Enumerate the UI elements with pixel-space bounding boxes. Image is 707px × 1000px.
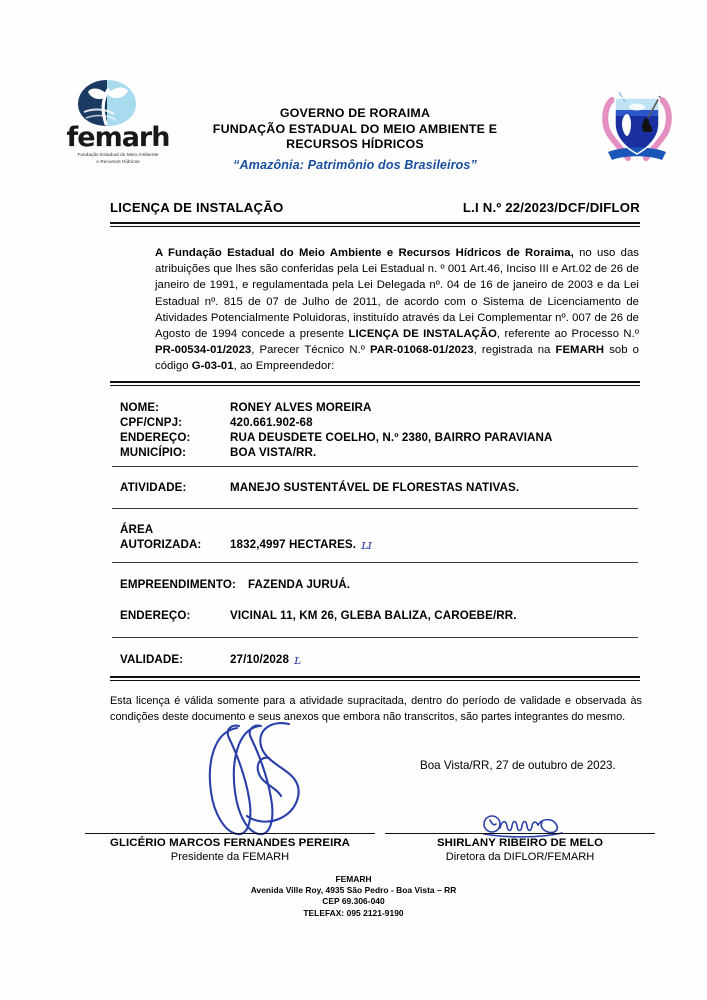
preamble-text-1: no uso das atribuições que lhes são conferidas pela Lei Estadual n. º 001 Art.46, Inciso III e Art.02 de 26 de janeiro de 1991, e regulamentada pela Lei Delegada nº. 04 de 16 de janeiro de 2003 e da Lei Estadual nº. 815 de 07 de Julho de 2011, de acordo com o Sistema de Licenciamento de Atividades Potencialmente Poluidoras, instituído através da Lei Complementar nº. 007 de 26 de Agosto de 1994 concede a presente [155,247,639,341]
divider-under-title [110,222,640,227]
field-value-endereco-empreendimento: VICINAL 11, KM 26, GLEBA BALIZA, CAROEBE/RR. [230,609,517,622]
field-row-endereco-pessoal [120,431,552,444]
field-value-area: 1832,4997 HECTARES. [230,538,357,551]
field-row-empreendimento [120,578,350,591]
preamble-text-3: , Parecer Técnico N.º [251,344,371,357]
field-value-nome: RONEY ALVES MOREIRA [230,401,372,414]
header-line-1: GOVERNO DE RORAIMA [279,106,431,120]
divider-above-empreendimento [112,562,638,563]
divider-below-validade [110,676,640,681]
license-type-title: LICENÇA DE INSTALAÇÃO [110,200,284,215]
signature-mark-president [185,716,375,849]
preamble-technical-opinion-number: PAR-01068-01/2023 [370,344,474,357]
signature-line-president [85,833,375,834]
preamble-code: G-03-01 [191,360,234,373]
handwritten-initials-validade: ʟ [294,653,301,668]
handwritten-initials-area: ʟɪ [361,538,372,553]
preamble-bold-1: LICENÇA DE INSTALAÇÃO [348,328,497,341]
preamble-text-4: , registrada na [473,344,556,357]
header-line-3: RECURSOS HÍDRICOS [286,137,424,151]
signatory-role-director: Diretora da DIFLOR/FEMARH [445,851,595,863]
preamble-text-6: , ao Empreendedor: [233,360,335,373]
place-and-date: Boa Vista/RR, 27 de outubro de 2023. [420,759,616,772]
footer-telefax: TELEFAX: 095 2121-9190 [303,907,404,918]
preamble-text-5: sob o código [155,344,640,373]
document-header [0,72,707,172]
signature-line-director [385,833,655,834]
footer-agency-name: FEMARH [335,874,372,884]
field-label-nome: NOME: [120,401,160,414]
license-preamble-paragraph [155,245,639,375]
license-number: L.I N.º 22/2023/DCF/DIFLOR [462,200,640,215]
footer-address: Avenida Ville Roy, 4935 São Pedro - Boa Vista – RR [250,885,457,896]
signatory-role-president: Presidente da FEMARH [170,851,290,863]
divider-above-atividade [112,466,638,467]
divider-above-entrepreneur-block [110,381,640,386]
femarh-logo-subtitle-line2: e Recursos Hídricos [96,158,140,164]
field-row-nome [120,401,371,414]
header-slogan: “Amazônia: Patrimônio dos Brasileiros” [233,157,477,172]
divider-above-validade [112,637,638,638]
field-row-cpf-cnpj [120,416,313,429]
header-line-2: FUNDAÇÃO ESTADUAL DO MEIO AMBIENTE E [212,121,498,136]
signature-block-director [385,833,655,864]
field-label-validade: VALIDADE: [120,653,184,666]
license-title-row [110,200,640,215]
femarh-leaf-icon [76,78,138,128]
field-row-atividade [120,481,519,494]
field-label-area-line1: ÁREA [120,523,154,536]
field-row-validade [120,653,301,668]
header-title-block [130,106,580,172]
field-label-empreendimento: EMPREENDIMENTO: [120,578,236,591]
field-value-cpf-cnpj: 420.661.902-68 [230,416,313,429]
field-value-municipio: BOA VISTA/RR. [230,446,317,459]
footer-postal-code: CEP 69.306-040 [322,896,385,907]
field-label-atividade: ATIVIDADE: [120,481,187,494]
field-label-area-line2: AUTORIZADA: [120,538,202,551]
document-footer [0,874,707,919]
preamble-lead: A Fundação Estadual do Meio Ambiente e Recursos Hídricos de Roraima, [155,247,574,259]
field-value-validade: 27/10/2028 [230,653,290,666]
preamble-process-number: PR-00534-01/2023 [155,344,252,357]
roraima-coat-of-arms-icon [598,80,676,168]
femarh-wordmark: femarh [66,122,170,153]
field-row-municipio [120,446,316,459]
field-label-municipio: MUNICÍPIO: [120,446,187,459]
field-label-cpf-cnpj: CPF/CNPJ: [120,416,183,429]
field-row-area-label-line1 [120,523,153,536]
field-label-endereco-pessoal: ENDEREÇO: [120,431,191,444]
license-closing-paragraph: Esta licença é válida somente para a atividade supracitada, dentro do período de validade e observada às condições deste documento e seus anexos que embora não transcritos, são partes integrantes do mesmo. [110,695,642,723]
signatory-name-president: GLICÉRIO MARCOS FERNANDES PEREIRA [110,837,350,849]
signatory-name-director: SHIRLANY RIBEIRO DE MELO [436,837,604,849]
preamble-text-2: , referente ao Processo N.º [496,328,639,341]
femarh-logo-subtitle-line1: Fundação Estadual do Meio Ambiente [77,152,159,157]
signature-block-president [85,833,375,864]
field-value-endereco-pessoal: RUA DEUSDETE COELHO, N.º 2380, BAIRRO PARAVIANA [230,431,553,444]
field-row-area [120,538,371,553]
field-value-empreendimento: FAZENDA JURUÁ. [248,578,351,591]
divider-above-area [112,508,638,509]
field-value-atividade: MANEJO SUSTENTÁVEL DE FLORESTAS NATIVAS. [230,481,520,494]
preamble-agency-acronym: FEMARH [555,344,605,357]
field-row-endereco-empreendimento [120,609,517,622]
field-label-endereco-empreendimento: ENDEREÇO: [120,609,191,622]
